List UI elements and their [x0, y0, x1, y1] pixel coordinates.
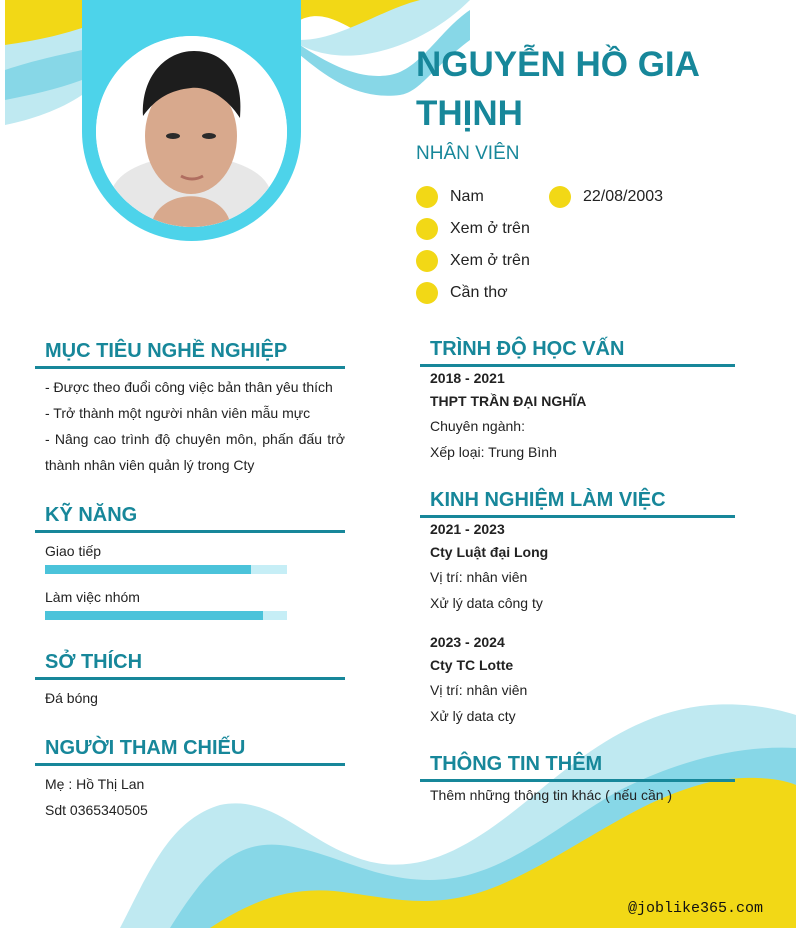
job-1-period: 2021 - 2023 — [430, 521, 505, 537]
calendar-icon — [549, 186, 571, 208]
email-row — [416, 250, 530, 272]
objective-line-1: - Được theo đuổi công việc bản thân yêu thích — [45, 379, 333, 395]
avatar — [96, 36, 287, 227]
address-row — [416, 282, 508, 304]
user-icon — [416, 186, 438, 208]
hobbies-divider — [35, 677, 345, 680]
additional-title: THÔNG TIN THÊM — [430, 753, 603, 775]
job-1-desc: Xử lý data công ty — [430, 595, 543, 611]
job-1-role: Vị trí: nhân viên — [430, 569, 528, 585]
objective-divider — [35, 366, 345, 369]
objective-line-2: - Trở thành một người nhân viên mẫu mực — [45, 405, 311, 421]
phone-row — [416, 218, 530, 240]
birthday-row — [549, 186, 663, 208]
job-2-period: 2023 - 2024 — [430, 634, 505, 650]
candidate-position: NHÂN VIÊN — [416, 143, 520, 164]
email-value: Xem ở trên — [450, 252, 530, 269]
gender-row — [416, 186, 484, 208]
job-2-role: Vị trí: nhân viên — [430, 682, 528, 698]
location-icon — [416, 282, 438, 304]
job-2-desc: Xử lý data cty — [430, 708, 516, 724]
skill-label-1: Giao tiếp — [45, 543, 102, 559]
hobbies-title: SỞ THÍCH — [45, 651, 143, 673]
additional-text: Thêm những thông tin khác ( nếu cần ) — [430, 787, 673, 803]
footer-brand: @joblike365.com — [628, 900, 764, 917]
skill-bar-2-fill — [45, 611, 263, 620]
phone-value: Xem ở trên — [450, 220, 530, 237]
skill-bar-2 — [45, 611, 287, 620]
skill-bar-1 — [45, 565, 287, 574]
objective-line-3: - Nâng cao trình độ chuyên môn, phấn đấu trở thành nhân viên quản lý trong Cty — [45, 431, 345, 473]
job-1-company: Cty Luật đại Long — [430, 544, 549, 560]
hobbies-text: Đá bóng — [45, 690, 98, 706]
experience-title: KINH NGHIỆM LÀM VIỆC — [430, 489, 666, 511]
skill-bar-1-fill — [45, 565, 251, 574]
birthday-value: 22/08/2003 — [583, 188, 664, 205]
education-period: 2018 - 2021 — [430, 370, 505, 386]
address-value: Cần thơ — [450, 284, 508, 301]
reference-line-1: Mẹ : Hồ Thị Lan — [45, 776, 145, 792]
mail-icon — [416, 250, 438, 272]
candidate-name: NGUYỄN HỒ GIA THỊNH — [416, 45, 699, 133]
reference-line-2: Sdt 0365340505 — [45, 802, 148, 818]
education-school: THPT TRẦN ĐẠI NGHĨA — [430, 393, 587, 409]
references-divider — [35, 763, 345, 766]
education-grade: Xếp loại: Trung Bình — [430, 444, 557, 460]
objective-title: MỤC TIÊU NGHỀ NGHIỆP — [45, 340, 288, 362]
education-title: TRÌNH ĐỘ HỌC VẤN — [430, 338, 625, 360]
phone-icon — [416, 218, 438, 240]
skills-divider — [35, 530, 345, 533]
education-major: Chuyên ngành: — [430, 418, 525, 434]
skill-label-2: Làm việc nhóm — [45, 589, 140, 605]
skills-title: KỸ NĂNG — [45, 504, 138, 526]
avatar-photo — [96, 36, 287, 227]
gender-value: Nam — [450, 188, 484, 205]
job-2-company: Cty TC Lotte — [430, 657, 514, 673]
references-title: NGƯỜI THAM CHIẾU — [45, 737, 246, 759]
